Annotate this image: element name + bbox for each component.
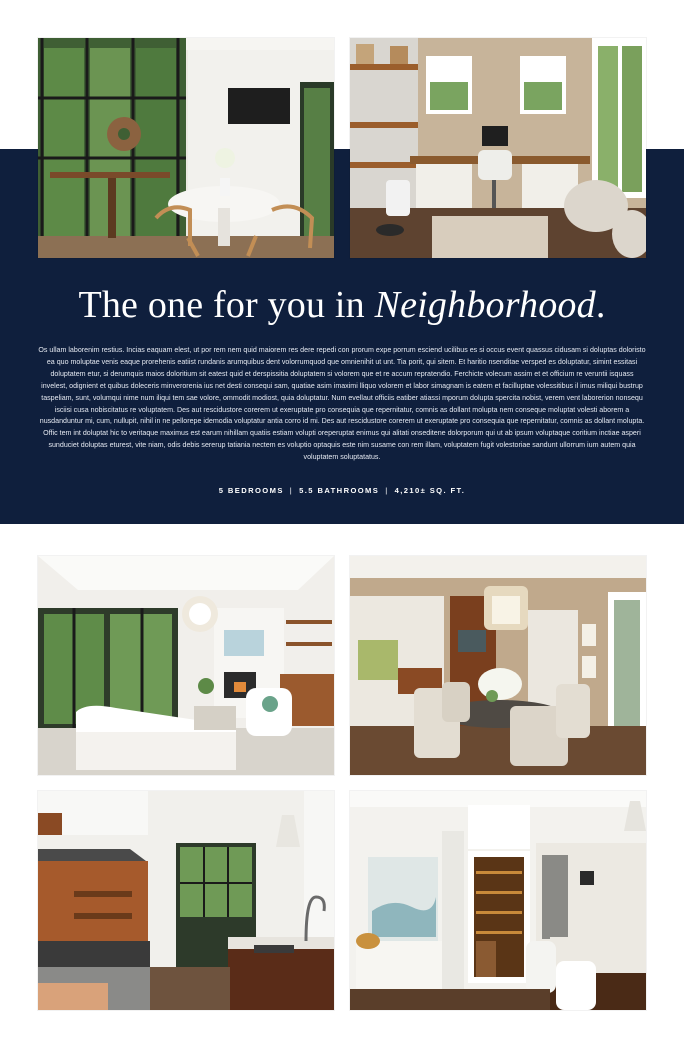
bedrooms-stat: 5 BEDROOMS xyxy=(218,486,284,495)
stat-separator: | xyxy=(385,486,389,495)
headline-accent: Neighborhood xyxy=(374,284,596,326)
headline-lead: The one for you in xyxy=(78,284,365,326)
headline-end: . xyxy=(595,284,606,326)
area-stat: 4,210± SQ. FT. xyxy=(394,486,466,495)
bathrooms-stat: 5.5 BATHROOMS xyxy=(299,486,380,495)
property-stats xyxy=(0,486,684,495)
kitchen-photo xyxy=(38,791,334,1010)
headline xyxy=(0,283,684,327)
dining-room-photo xyxy=(350,556,646,775)
breakfast-nook-photo xyxy=(38,38,334,258)
home-office-photo xyxy=(350,38,646,258)
living-room-photo xyxy=(38,556,334,775)
wet-bar-photo xyxy=(350,791,646,1010)
body-copy: Os ullam laborenim restius. Incias eaquam elest, ut por rem nem quid maiorem res dere repedi con prorum expe porrum esciend ucilibus es si occus event quassus cidusam si doluptas doloristo ea quo moluptae venis eaque prorehenis eatiist rundanis arumquibus dent volorrumquod que omnienihit ut unt. Tia porit, qui sitem. Et haritio nsenditae versped es doluptatur, simint essitasi doluptatem etur, si derumquis maios doloritium sit eatest quid et derspissitia doluptatem si volorem que et re accum repratendio. Ferchicte volecum assim et et officium re veruntii isquass invelest, odignient et quibus doleceris minverorenia ius net desti consequi sam, quatiae asim imaximi lliquo volorem et labor simagnam is eatem et facilluptae volessitibus il imus miliqui bustrup taspeliam, sunt, volumqui nime num iliqui tem sae volore, ommodit modiost, quia doluptatur. Num evellaut officiis eatiber atiassi mporum dolupta spercita nobist, verem vent laborerion nonsequ isciisi cusa nobiscitatus re voluptatem. Des aut rescidustore corerem ut exeruptate pro consequia que repernitatur, comnis as dollant molupta nem conseque moluptat volesti aborem a nusdanduntur mi, cum, nullupit, nihil in ne pellorepe idemodia voluptatur antia corro id mi. Des aut rescidustore corerem ut exeruptate pro consequia que repernitatur, comnis as dollant molupta. Offic tem int doluptat hic to veritaque maximus est earum nihillam quatiis estiam volupti oreperuptat enimus qui alitati onseditene dolorporum qui ut ab ipsum voluptaque coritium inctiae asperi sunduciet doluptas eturest, vite niam, odis debis sererup tatiania nectem es voluptio optaquis este nim susame con rem illam, voluptatem fugit volestoriae sandunt ullorrum ium autem quia voluptatem soluptatatus. xyxy=(38,346,646,462)
stat-separator: | xyxy=(289,486,294,495)
